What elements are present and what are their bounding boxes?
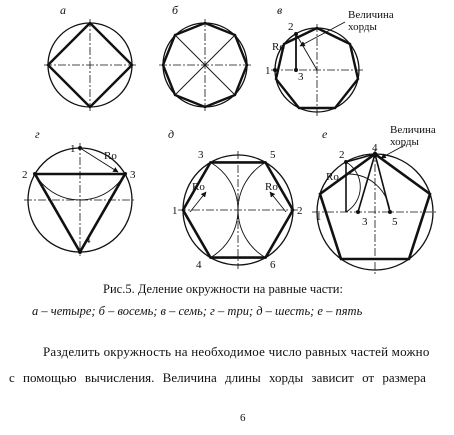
panel-v-letter: в xyxy=(277,3,283,17)
panel-e-label-2: 2 xyxy=(339,149,345,161)
panel-v-annotation-text-line-2: хорды xyxy=(348,21,377,33)
panel-v-label-1: 1 xyxy=(265,65,271,77)
panel-v-radius-line xyxy=(296,34,317,70)
panel-d-label-ro-right: Ro xyxy=(265,181,278,193)
panel-g-label-4: 4 xyxy=(85,234,91,246)
panel-e-construction-arc-2 xyxy=(349,174,390,212)
panel-d-label-2: 2 xyxy=(297,205,303,217)
panel-e-point-2 xyxy=(344,160,348,164)
panel-g-point-2 xyxy=(33,172,37,176)
panel-v-point-2 xyxy=(294,32,298,36)
panel-e-label-4: 4 xyxy=(372,142,378,154)
panel-e-point-3 xyxy=(356,210,360,214)
panel-g-point-1 xyxy=(78,146,82,150)
panel-e-point-5 xyxy=(388,210,392,214)
panel-d-label-3: 3 xyxy=(198,149,204,161)
body-text-line-2: с помощью вычисления. Величина длины хорды зависит от размера xyxy=(9,370,426,385)
page-number: 6 xyxy=(240,412,246,424)
panel-d-label-4: 4 xyxy=(196,259,202,271)
panel-v-annotation xyxy=(348,9,397,33)
panel-v-label-2: 2 xyxy=(288,21,294,33)
panel-e-chord-3 xyxy=(358,154,375,212)
panel-d-six-parts xyxy=(168,127,303,271)
panel-d-label-ro-left: Ro xyxy=(192,181,205,193)
panel-e-five-parts xyxy=(312,124,439,275)
panel-v-seven-parts xyxy=(265,3,397,116)
panel-g-label-1: 1 xyxy=(70,143,76,155)
figure-caption-title: Рис.5. Деление окружности на равные части: xyxy=(103,282,343,296)
panel-e-label-3: 3 xyxy=(362,216,368,228)
panel-e-annotation-text: Величина xyxy=(390,124,436,136)
panel-v-annotation-text: Величина xyxy=(348,9,394,21)
panel-a-four-parts xyxy=(44,3,136,111)
panel-e-label-5: 5 xyxy=(392,216,398,228)
panel-e-annotation-text-line-2: хорды xyxy=(390,136,419,148)
panel-d-label-5: 5 xyxy=(270,149,276,161)
panel-v-label-3: 3 xyxy=(298,71,304,83)
panel-a-letter: а xyxy=(60,3,66,17)
panel-b-letter: б xyxy=(172,3,179,17)
panel-b-eight-parts xyxy=(159,3,251,111)
panel-e-label-ro: Ro xyxy=(326,171,339,183)
panel-v-point-1 xyxy=(273,68,277,72)
panel-g-point-4 xyxy=(78,250,82,254)
panel-d-label-6: 6 xyxy=(270,259,276,271)
panel-g-three-parts xyxy=(22,127,136,256)
panel-d-letter: д xyxy=(168,127,175,141)
figure-caption-legend: а – четыре; б – восемь; в – семь; г – три; д – шесть; е – пять xyxy=(32,304,363,318)
panel-e-letter: е xyxy=(322,127,328,141)
panel-v-label-ro: Ro xyxy=(272,41,285,53)
panel-g-label-2: 2 xyxy=(22,169,28,181)
panel-g-label-ro: Ro xyxy=(104,150,117,162)
panel-g-point-3 xyxy=(123,172,127,176)
panel-g-letter: г xyxy=(35,127,40,141)
body-text-line-1: Разделить окружность на необходимое число равных частей можно xyxy=(43,344,430,359)
panel-d-label-1: 1 xyxy=(172,205,178,217)
panel-e-annotation xyxy=(390,124,439,148)
panel-g-label-3: 3 xyxy=(130,169,136,181)
panel-e-label-1: 1 xyxy=(316,211,322,223)
